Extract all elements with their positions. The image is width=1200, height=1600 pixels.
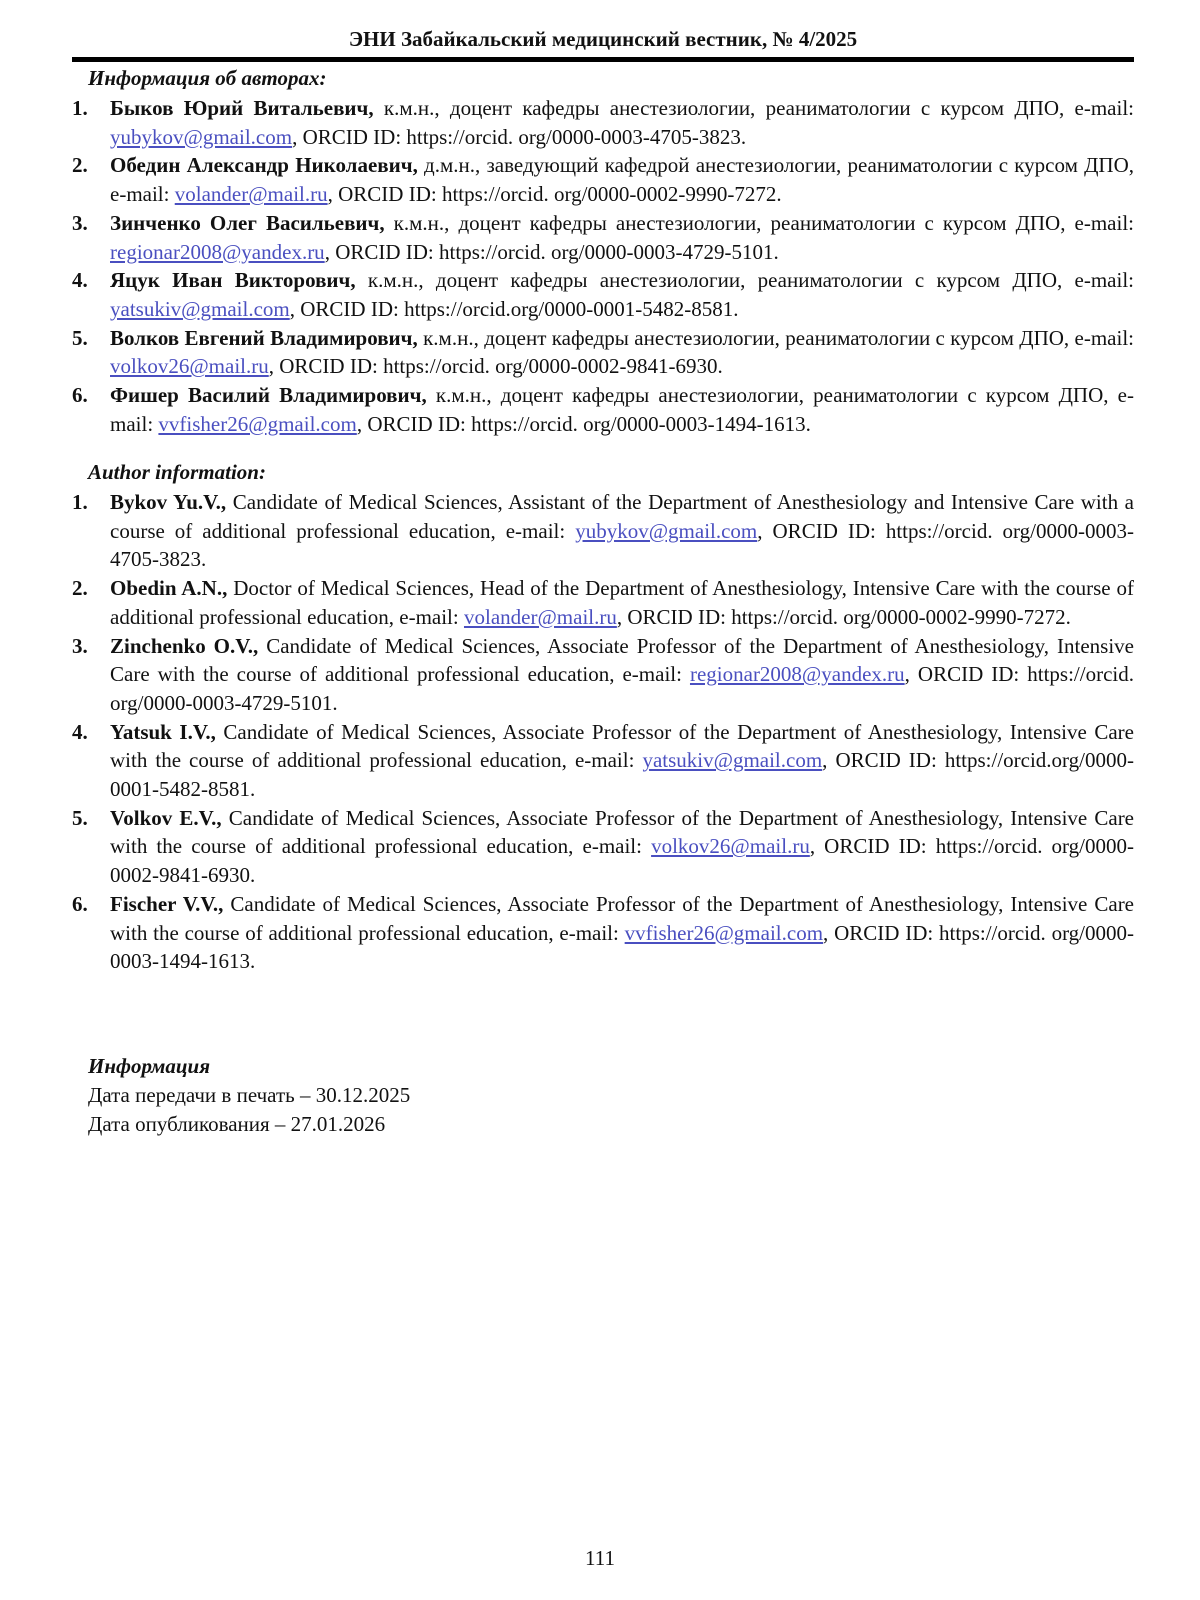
author-details: Candidate of Medical Sciences, Associate Professor of the Department of Anesthesiology, Intensive Care with the course of additional professional education, e-mail: xyxy=(110,719,1134,773)
author-name: Fischer V.V., xyxy=(110,891,224,916)
author-name: Bykov Yu.V., xyxy=(110,490,227,514)
email-link[interactable]: volander@mail.ru xyxy=(463,604,617,629)
author-details: Candidate of Medical Sciences, Assistant of the Department of Anesthesiology and Intensive Care with a course of additional professional education, e-mail: xyxy=(110,490,1134,543)
email-link[interactable]: yubykov@gmail.com xyxy=(110,124,293,149)
author-details: к.м.н., доцент кафедры анестезиологии, реаниматологии с курсом ДПО, e-mail: xyxy=(355,268,1134,293)
info-title: Информация xyxy=(88,1054,211,1078)
orcid-id: , ORCID ID: https://orcid. org/0000-0002-9990-7272. xyxy=(327,182,782,207)
item-number: 6. xyxy=(72,383,88,408)
author-item xyxy=(72,488,1134,574)
author-name: Волков Евгений Владимирович, xyxy=(110,325,418,350)
author-item xyxy=(72,324,1134,381)
orcid-id: , ORCID ID: https://orcid.org/0000-0001-5482-8581. xyxy=(289,296,739,321)
author-item xyxy=(72,266,1134,323)
author-details: к.м.н., доцент кафедры анестезиологии, реаниматологии с курсом ДПО, e-mail: xyxy=(417,325,1134,350)
author-name: Обедин Александр Николаевич, xyxy=(110,153,418,178)
author-name: Zinchenko O.V., xyxy=(110,633,259,658)
email-link[interactable]: volkov26@mail.ru xyxy=(110,354,269,379)
author-item xyxy=(72,94,1134,151)
item-number: 1. xyxy=(72,96,88,120)
item-number: 2. xyxy=(72,576,88,601)
author-item xyxy=(72,151,1134,208)
email-link[interactable]: vvfisher26@gmail.com xyxy=(624,920,824,945)
email-link[interactable]: volkov26@mail.ru xyxy=(651,834,810,859)
email-link[interactable]: volander@mail.ru xyxy=(174,182,328,207)
email-link[interactable]: regionar2008@yandex.ru xyxy=(689,662,905,687)
journal-header: ЭНИ Забайкальский медицинский вестник, № 4/2025 xyxy=(348,27,858,51)
author-name: Volkov E.V., xyxy=(110,805,222,830)
item-number: 5. xyxy=(72,805,88,830)
author-details: к.м.н., доцент кафедры анестезиологии, реаниматологии с курсом ДПО, e-mail: xyxy=(384,210,1134,235)
author-details: к.м.н., доцент кафедры анестезиологии, реаниматологии с курсом ДПО, e-mail: xyxy=(110,383,1134,436)
author-details: Candidate of Medical Sciences, Associate Professor of the Department of Anesthesiology, Intensive Care with the course of additional professional education, e-mail: xyxy=(110,633,1134,687)
item-number: 2. xyxy=(72,153,88,178)
publish-date: Дата опубликования – 27.01.2026 xyxy=(88,1112,386,1136)
author-item xyxy=(72,890,1134,976)
item-number: 3. xyxy=(72,210,88,235)
email-link[interactable]: yubykov@gmail.com xyxy=(575,518,758,543)
en-section-title: Author information: xyxy=(88,460,266,484)
author-details: Candidate of Medical Sciences, Associate Professor of the Department of Anesthesiology, Intensive Care with the course of additional professional education, e-mail: xyxy=(110,891,1135,945)
item-number: 5. xyxy=(72,325,88,350)
author-details: Candidate of Medical Sciences, Associate Professor of the Department of Anesthesiology, Intensive Care with the course of additional professional education, e-mail: xyxy=(110,805,1135,859)
email-link[interactable]: regionar2008@yandex.ru xyxy=(110,239,325,264)
orcid-id: , ORCID ID: https://orcid. org/0000-0003-1494-1613. xyxy=(110,920,1135,974)
orcid-id: , ORCID ID: https://orcid. org/0000-0002-9990-7272. xyxy=(616,604,1071,629)
author-item xyxy=(72,574,1134,631)
author-name: Yatsuk I.V., xyxy=(110,719,216,744)
item-number: 6. xyxy=(72,891,88,916)
item-number: 4. xyxy=(72,268,88,293)
orcid-id: , ORCID ID: https://orcid. org/0000-0002-9841-6930. xyxy=(268,354,723,379)
orcid-id: , ORCID ID: https://orcid. org/0000-0003-1494-1613. xyxy=(356,411,811,436)
orcid-id: , ORCID ID: https://orcid.org/0000-0001-5482-8581. xyxy=(110,748,1135,802)
author-item xyxy=(72,718,1134,804)
author-details: к.м.н., доцент кафедры анестезиологии, реаниматологии с курсом ДПО, e-mail: xyxy=(373,96,1134,120)
author-name: Зинченко Олег Васильевич, xyxy=(110,210,385,235)
header-rule xyxy=(72,57,1134,62)
author-name: Obedin A.N., xyxy=(110,576,228,601)
publication-info xyxy=(88,1052,410,1139)
author-name: Быков Юрий Витальевич, xyxy=(110,96,374,120)
author-item xyxy=(72,381,1134,438)
author-name: Фишер Василий Владимирович, xyxy=(110,383,427,408)
item-number: 1. xyxy=(72,490,88,514)
email-link[interactable]: vvfisher26@gmail.com xyxy=(158,411,357,436)
item-number: 3. xyxy=(72,633,88,658)
orcid-id: , ORCID ID: https://orcid. org/0000-0003-4705-3823. xyxy=(292,124,747,149)
author-details: д.м.н., заведующий кафедрой анестезиологии, реаниматологии с курсом ДПО, e-mail: xyxy=(110,153,1134,207)
email-link[interactable]: yatsukiv@gmail.com xyxy=(642,748,823,773)
item-number: 4. xyxy=(72,719,88,744)
author-item xyxy=(72,804,1134,890)
en-author-list xyxy=(72,488,1134,976)
author-details: Doctor of Medical Sciences, Head of the Department of Anesthesiology, Intensive Care with the course of additional professional education, e-mail: xyxy=(110,576,1134,629)
author-item xyxy=(72,209,1134,266)
orcid-id: , ORCID ID: https://orcid. org/0000-0003-4729-5101. xyxy=(324,239,779,264)
orcid-id: , ORCID ID: https://orcid. org/0000-0003-4729-5101. xyxy=(110,662,1134,715)
ru-section-title: Информация об авторах: xyxy=(88,66,327,90)
print-date: Дата передачи в печать – 30.12.2025 xyxy=(88,1083,411,1107)
ru-author-list xyxy=(72,94,1134,438)
page-number: 111 xyxy=(585,1546,615,1570)
author-item xyxy=(72,632,1134,718)
orcid-id: , ORCID ID: https://orcid. org/0000-0003-4705-3823. xyxy=(110,518,1134,572)
orcid-id: , ORCID ID: https://orcid. org/0000-0002-9841-6930. xyxy=(110,834,1134,888)
author-name: Яцук Иван Викторович, xyxy=(110,268,356,293)
email-link[interactable]: yatsukiv@gmail.com xyxy=(110,296,290,321)
